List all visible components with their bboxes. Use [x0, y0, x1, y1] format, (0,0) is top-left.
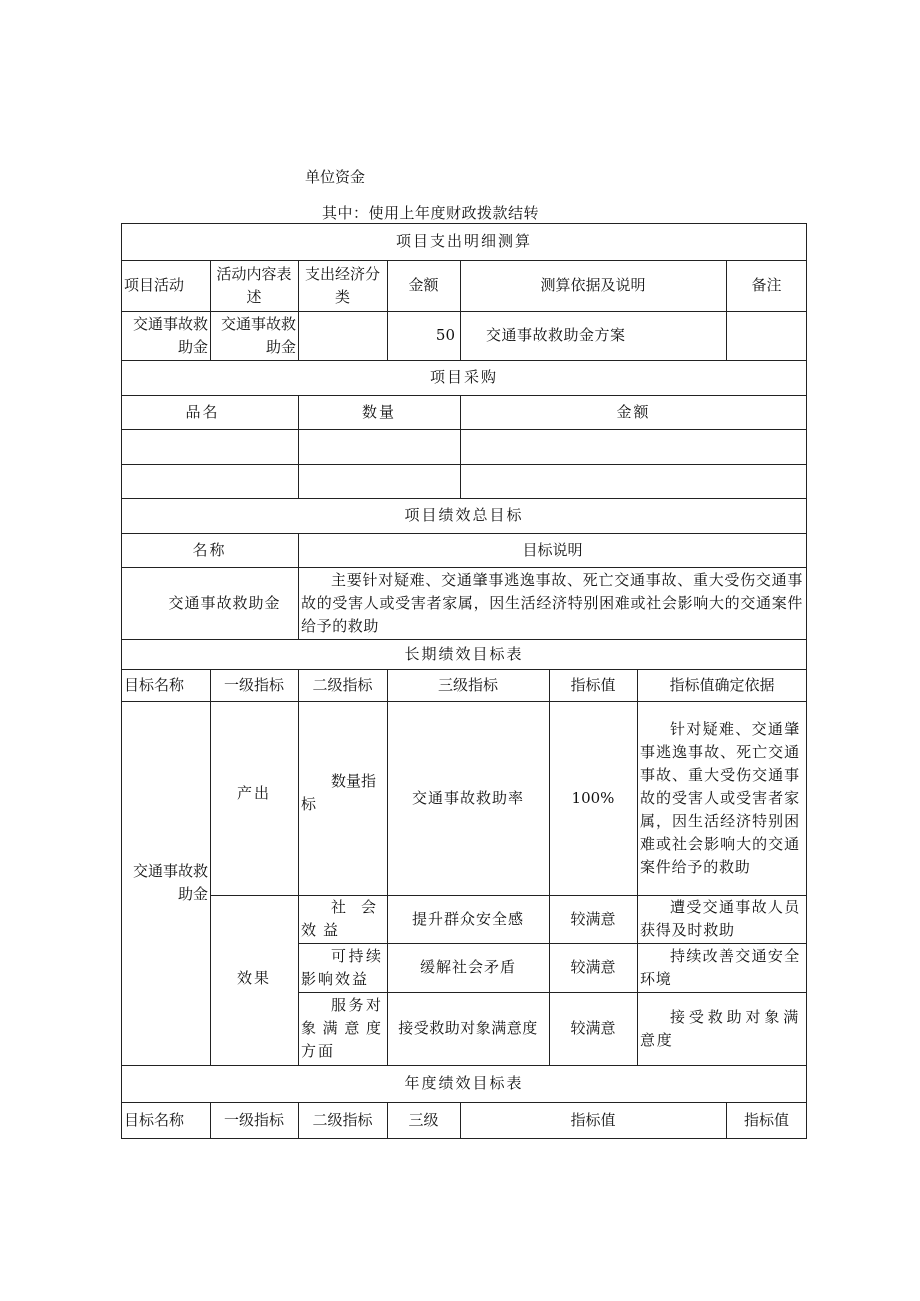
expense-amount: 50: [435, 326, 455, 344]
unit-funds-label: 单位资金: [305, 168, 366, 186]
long-term-effect-level2-sustain: 可持续影响效益: [301, 946, 383, 988]
long-term-title: 长期绩效目标表: [404, 644, 524, 663]
procurement-header-name: 品名: [185, 402, 220, 421]
long-term-effect-value-sustain: 较满意: [570, 958, 616, 976]
budget-table: [121, 223, 807, 1138]
expense-header-note: 备注: [751, 276, 782, 294]
long-term-output-level1: 产出: [236, 783, 271, 802]
expense-note: [726, 311, 807, 360]
expense-header-basis: 测算依据及说明: [540, 276, 646, 294]
expense-header-category: 支出经济分类: [304, 264, 380, 306]
overall-header-name: 名称: [192, 540, 227, 559]
expense-header-activity: 项目活动: [124, 276, 185, 294]
long-term-header-level1: 一级指标: [223, 675, 284, 694]
long-term-header-level2: 二级指标: [312, 675, 373, 694]
long-term-output-level3: 交通事故救助率: [411, 788, 524, 807]
long-term-header-value: 指标值: [570, 675, 616, 694]
long-term-effect-level2-satisfaction: 服务对象满意度方面: [301, 996, 383, 1060]
long-term-effect-level3-sustain: 缓解社会矛盾: [419, 958, 516, 976]
annual-title: 年度绩效目标表: [404, 1074, 524, 1092]
long-term-effect-level3-social: 提升群众安全感: [411, 909, 524, 928]
procurement-title: 项目采购: [429, 368, 498, 386]
long-term-effect-level2-social: 社会效益: [301, 898, 383, 939]
annual-header-value-2: 指标值: [743, 1110, 789, 1129]
overall-header-description: 目标说明: [522, 540, 583, 559]
expense-basis: 交通事故救助金方案: [486, 326, 626, 344]
long-term-output-level2: 数量指标: [301, 772, 377, 813]
procurement-header-amount: 金额: [616, 402, 651, 421]
expense-header-content: 活动内容表述: [216, 264, 292, 306]
expense-title: 项目支出明细测算: [395, 232, 532, 250]
long-term-output-value: 100%: [571, 788, 615, 807]
annual-header-value: 指标值: [570, 1110, 616, 1129]
overall-name: 交通事故救助金: [168, 593, 281, 612]
long-term-header-level3: 三级指标: [437, 675, 498, 694]
long-term-target-name: 交通事故救助金: [132, 862, 208, 903]
long-term-effect-level1: 效果: [236, 968, 271, 987]
annual-header-level3: 三级: [408, 1110, 439, 1129]
long-term-header-basis: 指标值确定依据: [669, 675, 775, 694]
annual-header-level1: 一级指标: [223, 1110, 284, 1129]
expense-content: 交通事故救助金: [220, 314, 296, 356]
long-term-effect-level3-satisfaction: 接受救助对象满意度: [398, 1019, 538, 1037]
prior-year-balance-label: 其中：使用上年度财政拨款结转: [322, 204, 540, 222]
annual-header-target: 目标名称: [124, 1110, 185, 1129]
long-term-effect-value-social: 较满意: [570, 909, 616, 928]
long-term-effect-value-satisfaction: 较满意: [570, 1019, 616, 1037]
expense-activity: 交通事故救助金: [132, 314, 208, 356]
expense-header-amount: 金额: [408, 276, 439, 294]
expense-category: [298, 311, 387, 360]
long-term-output-basis: 针对疑难、交通肇事逃逸事故、死亡交通事故、重大受伤交通事故的受害人或受害者家属，因生活经济特别困难或社会影响大的交通案件给予的救助: [640, 719, 800, 876]
overall-description: 主要针对疑难、交通肇事逃逸事故、死亡交通事故、重大受伤交通事故的受害人或受害者家属，因生活经济特别困难或社会影响大的交通案件给予的救助: [301, 571, 803, 635]
annual-header-level2: 二级指标: [312, 1110, 373, 1129]
long-term-effect-basis-sustain: 持续改善交通安全环境: [640, 946, 800, 988]
procurement-header-quantity: 数量: [361, 402, 396, 421]
overall-title: 项目绩效总目标: [404, 506, 524, 524]
long-term-effect-basis-social: 遭受交通事故人员获得及时救助: [640, 898, 800, 939]
long-term-effect-basis-satisfaction: 接受救助对象满意度: [640, 1007, 800, 1049]
long-term-header-target: 目标名称: [124, 675, 185, 694]
